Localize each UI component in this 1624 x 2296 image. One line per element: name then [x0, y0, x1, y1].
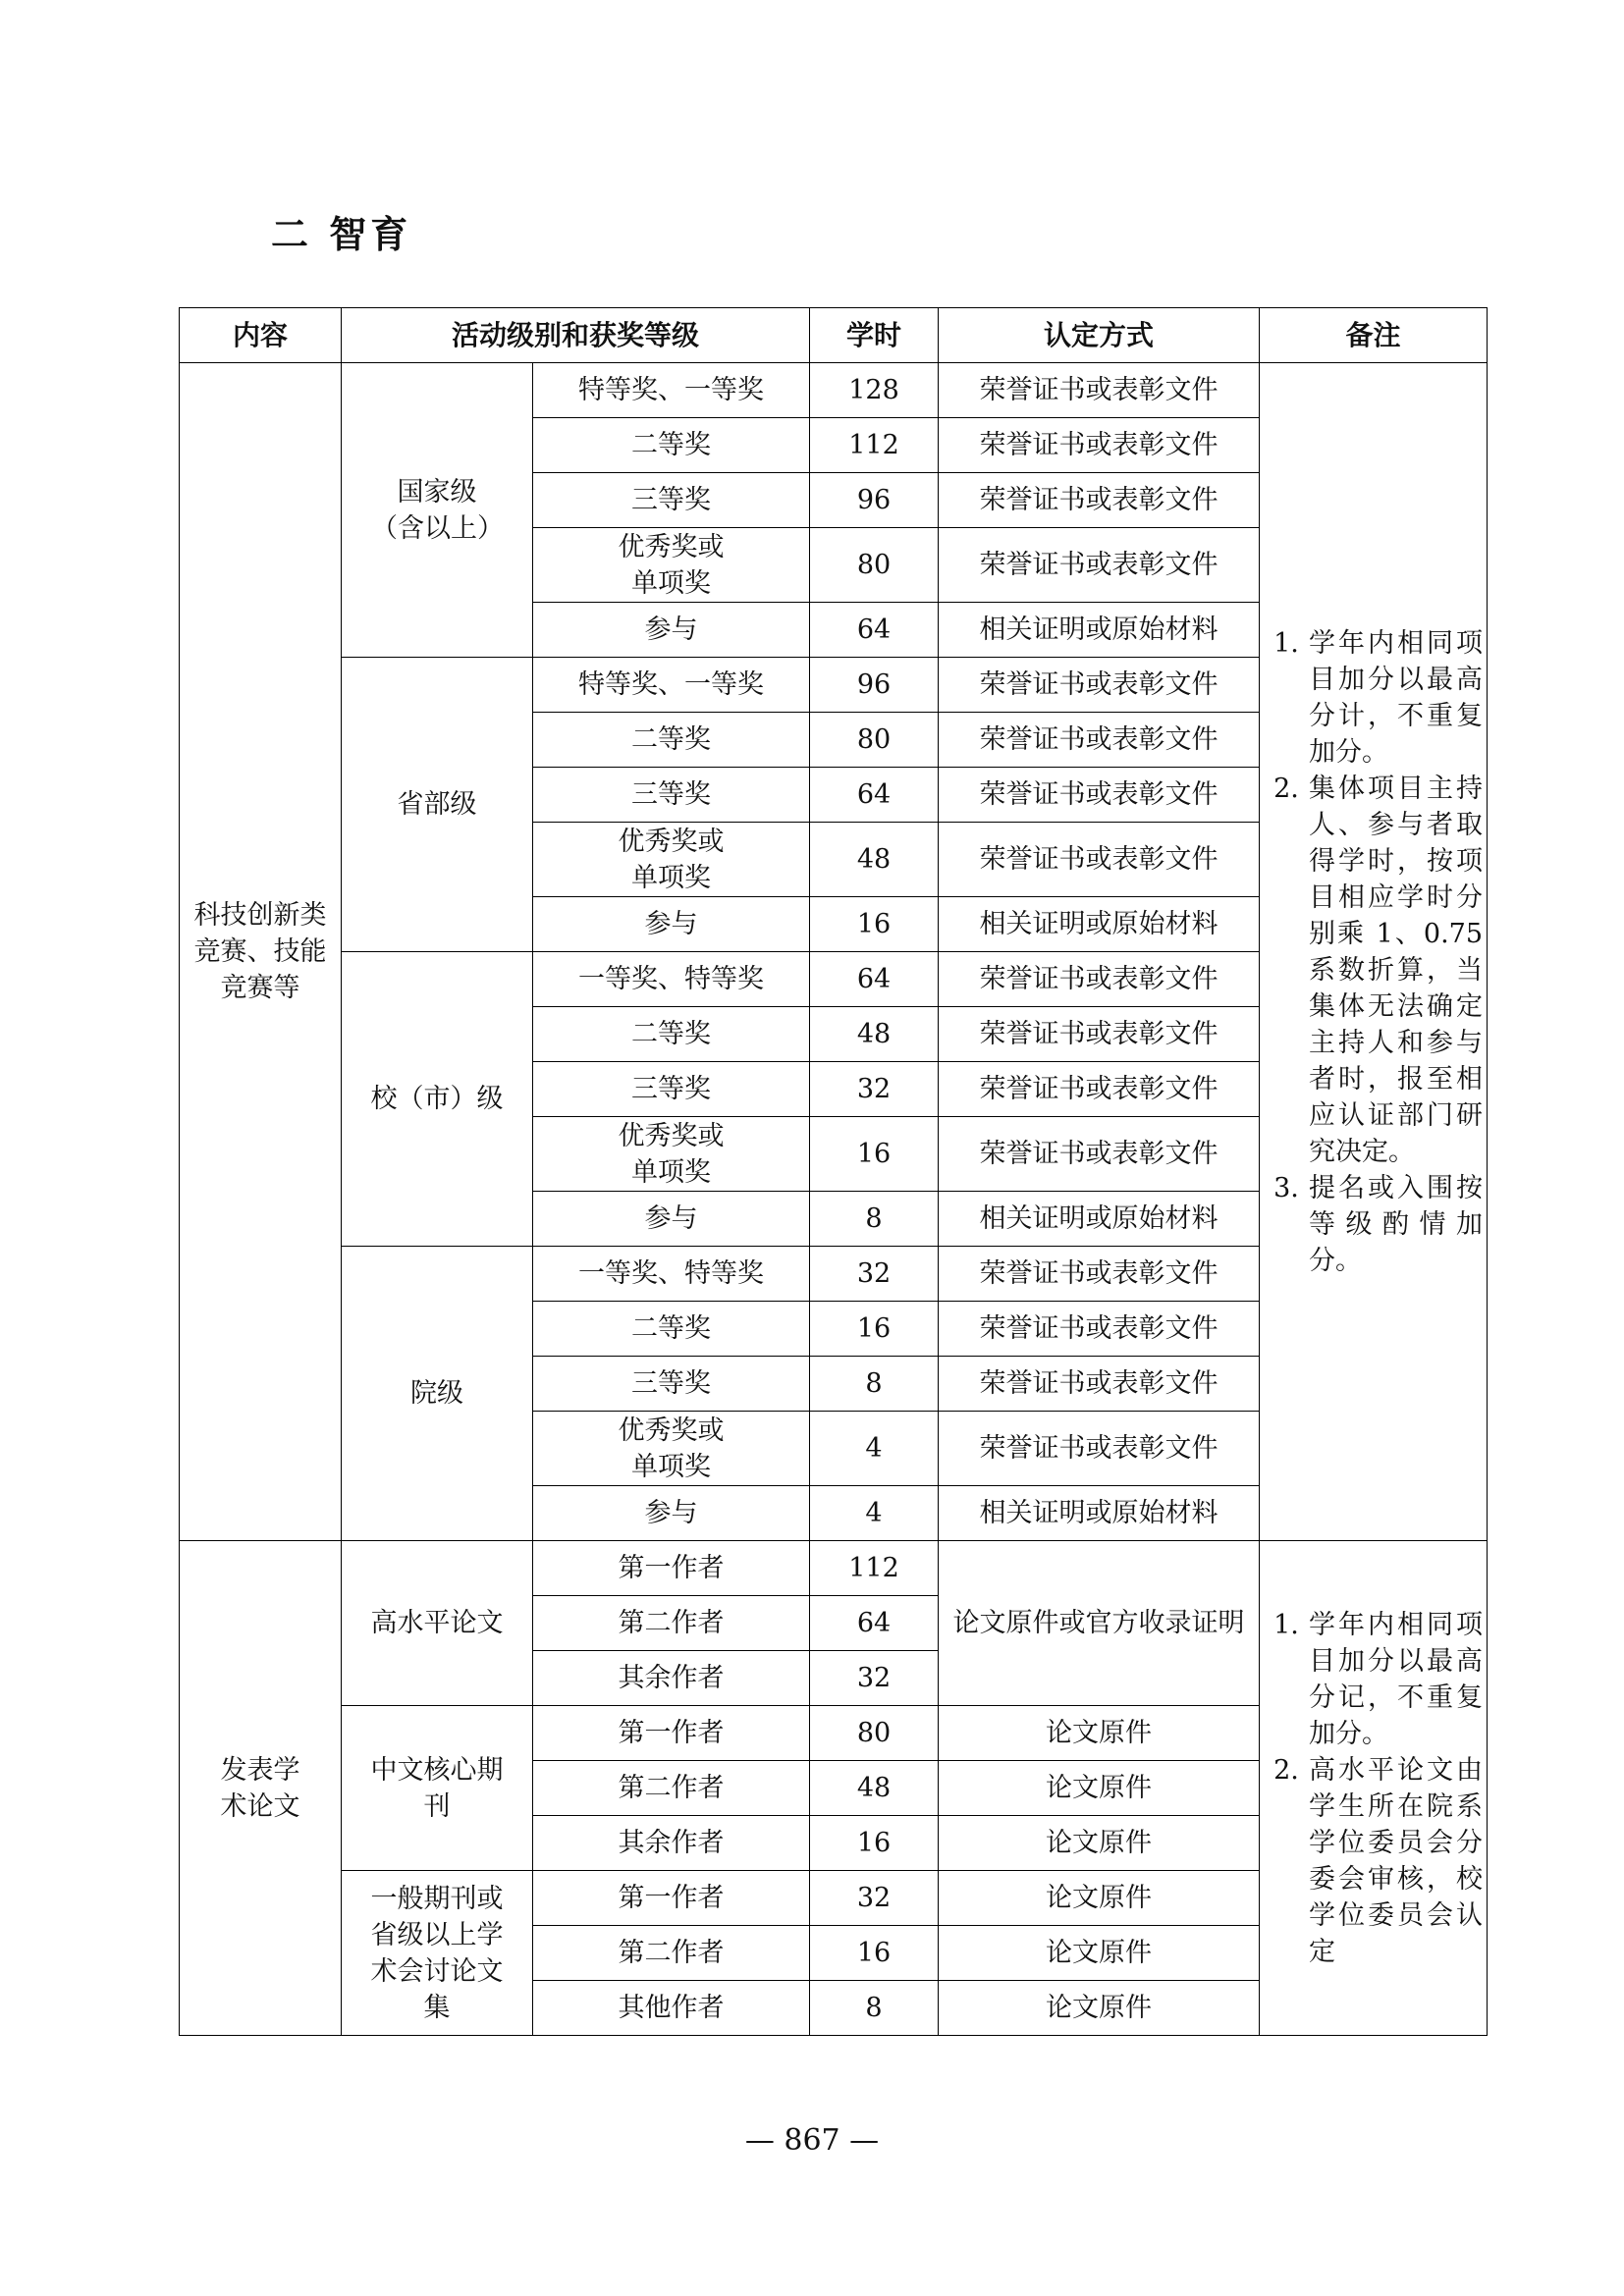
content-cell-papers: 发表学术论文 [180, 1541, 342, 2036]
hours-cell: 8 [810, 1192, 939, 1247]
method-cell: 论文原件 [939, 1761, 1260, 1816]
hours-cell: 128 [810, 363, 939, 418]
header-level-award: 活动级别和获奖等级 [342, 308, 810, 363]
page-number: — 867 — [744, 2123, 880, 2158]
hours-cell: 32 [810, 1247, 939, 1302]
method-cell: 荣誉证书或表彰文件 [939, 528, 1260, 603]
award-cell: 特等奖、一等奖 [533, 658, 810, 713]
method-cell: 相关证明或原始材料 [939, 603, 1260, 658]
method-cell: 相关证明或原始材料 [939, 1486, 1260, 1541]
remark-item: 2. 高水平论文由学生所在院系学位委员会分委会审核，校学位委员会认定 [1273, 1754, 1484, 1967]
method-cell: 荣誉证书或表彰文件 [939, 1357, 1260, 1412]
award-cell: 一等奖、特等奖 [533, 1247, 810, 1302]
hours-cell: 64 [810, 603, 939, 658]
author-cell: 第二作者 [533, 1596, 810, 1651]
award-cell: 优秀奖或单项奖 [533, 528, 810, 603]
award-cell: 三等奖 [533, 1357, 810, 1412]
hours-cell: 32 [810, 1871, 939, 1926]
hours-cell: 8 [810, 1981, 939, 2036]
remark-item: 1. 学年内相同项目加分以最高分计，不重复加分。 [1273, 627, 1484, 768]
award-cell: 优秀奖或单项奖 [533, 1412, 810, 1486]
level-cell: 校（市）级 [342, 952, 533, 1247]
hours-cell: 16 [810, 1302, 939, 1357]
award-cell: 参与 [533, 1486, 810, 1541]
content-cell-competition: 科技创新类竞赛、技能竞赛等 [180, 363, 342, 1541]
author-cell: 第二作者 [533, 1761, 810, 1816]
level-cell: 国家级（含以上） [342, 363, 533, 658]
method-cell: 荣誉证书或表彰文件 [939, 1247, 1260, 1302]
table-row [180, 363, 1488, 418]
method-cell: 论文原件或官方收录证明 [939, 1541, 1260, 1706]
method-cell: 荣誉证书或表彰文件 [939, 1117, 1260, 1192]
award-cell: 二等奖 [533, 418, 810, 473]
remarks-cell-papers [1260, 1541, 1488, 2036]
header-method: 认定方式 [939, 308, 1260, 363]
author-cell: 其他作者 [533, 1981, 810, 2036]
level-cell: 一般期刊或省级以上学术会讨论文集 [342, 1871, 533, 2036]
hours-cell: 16 [810, 1816, 939, 1871]
hours-cell: 96 [810, 658, 939, 713]
method-cell: 荣誉证书或表彰文件 [939, 1007, 1260, 1062]
table-header-row [180, 308, 1488, 363]
author-cell: 第一作者 [533, 1706, 810, 1761]
remark-item: 3. 提名或入围按等级酌情加分。 [1273, 1172, 1484, 1276]
award-cell: 优秀奖或单项奖 [533, 1117, 810, 1192]
credit-hours-table [179, 307, 1488, 2036]
award-cell: 三等奖 [533, 1062, 810, 1117]
award-cell: 参与 [533, 603, 810, 658]
award-cell: 三等奖 [533, 768, 810, 823]
award-cell: 二等奖 [533, 713, 810, 768]
method-cell: 相关证明或原始材料 [939, 897, 1260, 952]
award-cell: 参与 [533, 897, 810, 952]
method-cell: 荣誉证书或表彰文件 [939, 658, 1260, 713]
author-cell: 第一作者 [533, 1541, 810, 1596]
remarks-cell-competition [1260, 363, 1488, 1541]
hours-cell: 64 [810, 768, 939, 823]
header-content: 内容 [180, 308, 342, 363]
method-cell: 荣誉证书或表彰文件 [939, 713, 1260, 768]
author-cell: 第一作者 [533, 1871, 810, 1926]
level-cell: 省部级 [342, 658, 533, 952]
hours-cell: 112 [810, 1541, 939, 1596]
author-cell: 第二作者 [533, 1926, 810, 1981]
award-cell: 参与 [533, 1192, 810, 1247]
level-cell: 中文核心期刊 [342, 1706, 533, 1871]
level-cell: 高水平论文 [342, 1541, 533, 1706]
hours-cell: 96 [810, 473, 939, 528]
hours-cell: 32 [810, 1062, 939, 1117]
hours-cell: 16 [810, 1117, 939, 1192]
award-cell: 三等奖 [533, 473, 810, 528]
method-cell: 荣誉证书或表彰文件 [939, 363, 1260, 418]
award-cell: 特等奖、一等奖 [533, 363, 810, 418]
hours-cell: 64 [810, 1596, 939, 1651]
author-cell: 其余作者 [533, 1651, 810, 1706]
hours-cell: 64 [810, 952, 939, 1007]
method-cell: 论文原件 [939, 1871, 1260, 1926]
award-cell: 优秀奖或单项奖 [533, 823, 810, 897]
hours-cell: 48 [810, 823, 939, 897]
hours-cell: 80 [810, 1706, 939, 1761]
remark-item: 2. 集体项目主持人、参与者取得学时，按项目相应学时分别乘 1、0.75 系数折算，当集体无法确定主持人和参与者时，报至相应认证部门研究决定。 [1273, 773, 1484, 1167]
hours-cell: 80 [810, 528, 939, 603]
hours-cell: 48 [810, 1761, 939, 1816]
method-cell: 荣誉证书或表彰文件 [939, 823, 1260, 897]
method-cell: 荣誉证书或表彰文件 [939, 952, 1260, 1007]
hours-cell: 48 [810, 1007, 939, 1062]
level-cell: 院级 [342, 1247, 533, 1541]
method-cell: 论文原件 [939, 1816, 1260, 1871]
award-cell: 二等奖 [533, 1007, 810, 1062]
method-cell: 荣誉证书或表彰文件 [939, 473, 1260, 528]
header-remarks: 备注 [1260, 308, 1488, 363]
table-row [180, 1541, 1488, 1596]
method-cell: 论文原件 [939, 1926, 1260, 1981]
hours-cell: 4 [810, 1486, 939, 1541]
award-cell: 一等奖、特等奖 [533, 952, 810, 1007]
section-title: 二 智育 [271, 213, 412, 256]
method-cell: 论文原件 [939, 1706, 1260, 1761]
hours-cell: 80 [810, 713, 939, 768]
method-cell: 论文原件 [939, 1981, 1260, 2036]
hours-cell: 32 [810, 1651, 939, 1706]
hours-cell: 4 [810, 1412, 939, 1486]
method-cell: 荣誉证书或表彰文件 [939, 1412, 1260, 1486]
method-cell: 荣誉证书或表彰文件 [939, 418, 1260, 473]
method-cell: 荣誉证书或表彰文件 [939, 768, 1260, 823]
hours-cell: 8 [810, 1357, 939, 1412]
remark-item: 1. 学年内相同项目加分以最高分记，不重复加分。 [1273, 1609, 1484, 1749]
hours-cell: 16 [810, 1926, 939, 1981]
hours-cell: 16 [810, 897, 939, 952]
header-hours: 学时 [810, 308, 939, 363]
author-cell: 其余作者 [533, 1816, 810, 1871]
hours-cell: 112 [810, 418, 939, 473]
method-cell: 荣誉证书或表彰文件 [939, 1062, 1260, 1117]
method-cell: 相关证明或原始材料 [939, 1192, 1260, 1247]
award-cell: 二等奖 [533, 1302, 810, 1357]
method-cell: 荣誉证书或表彰文件 [939, 1302, 1260, 1357]
